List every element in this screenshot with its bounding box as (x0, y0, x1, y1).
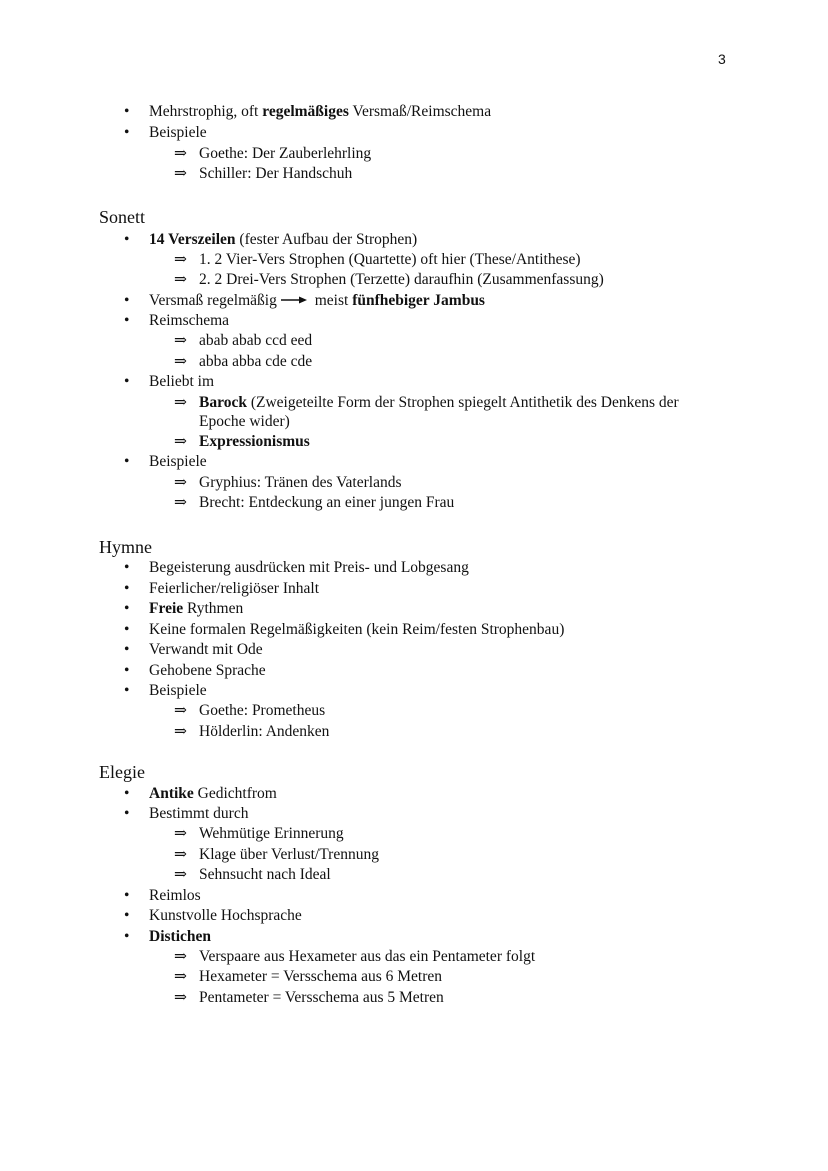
bullet-icon: • (124, 103, 130, 120)
double-arrow-icon: ⇒ (174, 866, 187, 883)
bullet-icon: • (124, 805, 130, 822)
double-arrow-icon: ⇒ (174, 165, 187, 182)
double-arrow-icon: ⇒ (174, 145, 187, 162)
section-heading-elegie: Elegie (99, 762, 145, 782)
double-arrow-icon: ⇒ (174, 989, 187, 1006)
double-arrow-icon: ⇒ (174, 474, 187, 491)
double-arrow-icon: ⇒ (174, 702, 187, 719)
bullet-icon: • (124, 559, 130, 576)
section-heading-hymne: Hymne (99, 537, 152, 557)
sub-item-continuation: Epoche wider) (199, 413, 290, 430)
bullet-icon: • (124, 621, 130, 638)
right-arrow-icon (281, 296, 307, 304)
bullet-icon: • (124, 907, 130, 924)
bullet-icon: • (124, 312, 130, 329)
bullet-icon: • (124, 928, 130, 945)
bullet-icon: • (124, 292, 130, 309)
double-arrow-icon: ⇒ (174, 271, 187, 288)
double-arrow-icon: ⇒ (174, 353, 187, 370)
bullet-icon: • (124, 124, 130, 141)
double-arrow-icon: ⇒ (174, 251, 187, 268)
bullet-icon: • (124, 600, 130, 617)
double-arrow-icon: ⇒ (174, 494, 187, 511)
bullet-icon: • (124, 682, 130, 699)
double-arrow-icon: ⇒ (174, 332, 187, 349)
double-arrow-icon: ⇒ (174, 394, 187, 411)
bullet-icon: • (124, 641, 130, 658)
bullet-icon: • (124, 373, 130, 390)
double-arrow-icon: ⇒ (174, 948, 187, 965)
double-arrow-icon: ⇒ (174, 723, 187, 740)
bullet-icon: • (124, 785, 130, 802)
double-arrow-icon: ⇒ (174, 968, 187, 985)
bullet-icon: • (124, 662, 130, 679)
bullet-icon: • (124, 580, 130, 597)
double-arrow-icon: ⇒ (174, 433, 187, 450)
section-heading-sonett: Sonett (99, 207, 146, 227)
double-arrow-icon: ⇒ (174, 825, 187, 842)
bullet-icon: • (124, 887, 130, 904)
page-number: 3 (718, 51, 726, 67)
bullet-icon: • (124, 231, 130, 248)
double-arrow-icon: ⇒ (174, 846, 187, 863)
bullet-icon: • (124, 453, 130, 470)
